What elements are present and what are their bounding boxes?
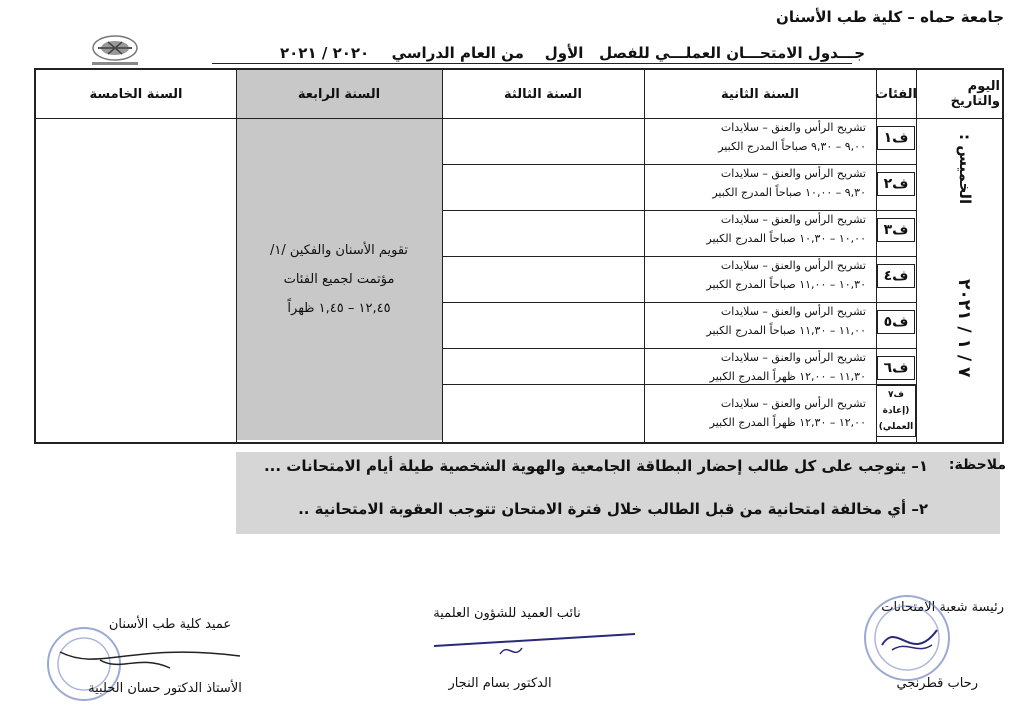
header-day-date: اليوم والتاريخ — [950, 79, 1000, 109]
day-name: الخميس : — [956, 133, 974, 205]
grid-line — [876, 70, 877, 442]
slot-subject: تشريح الرأس والعنق – سلايدات — [720, 259, 866, 272]
faculty-logo — [78, 30, 152, 70]
grid-line — [916, 70, 917, 442]
group-label: ف٧ (إعادة العملي) — [876, 385, 916, 437]
group-cell — [876, 256, 916, 296]
note-item: ٢– أي مخالفة امتحانية من قبل الطالب خلال فترة الامتحان تتوجب العقوبة الامتحانية .. — [298, 500, 928, 518]
year4-exam-cell — [236, 118, 442, 440]
group-cell — [876, 118, 916, 158]
header-year4: السنة الرابعة — [236, 70, 442, 118]
year2-slot — [644, 164, 876, 206]
grid-line — [442, 256, 916, 257]
signature-left-title: عميد كلية طب الأسنان — [108, 617, 232, 632]
year4-exam-name: تقويم الأسنان والفكين /١/ — [269, 242, 409, 258]
grid-line — [442, 348, 916, 349]
signature-left-name: الأستاذ الدكتور حسان الحلبية — [88, 681, 242, 696]
dean-stamp — [40, 612, 250, 716]
year4-exam-mode: مؤتمت لجميع الفئات — [283, 271, 395, 287]
year2-slot — [644, 118, 876, 160]
signature-middle-title: نائب العميد للشؤون العلمية — [433, 606, 581, 621]
group-label: ف٦ — [877, 356, 916, 380]
slot-time: ١٠,٠٠ – ١٠,٣٠ صباحاً المدرج الكبير — [706, 232, 866, 245]
signature-right-title: رئيسة شعبة الامتحانات — [881, 600, 1004, 615]
year4-exam-time: ١٢,٤٥ – ١,٤٥ ظهراً — [287, 300, 391, 316]
group-cell — [876, 348, 916, 388]
grid-line — [442, 302, 916, 303]
title-semester: الأول — [544, 44, 584, 62]
exam-office-stamp — [852, 590, 962, 694]
group-cell — [876, 302, 916, 342]
slot-subject: تشريح الرأس والعنق – سلايدات — [720, 213, 866, 226]
year2-slot — [644, 210, 876, 252]
group-label: ف٤ — [877, 264, 916, 288]
group-label: ف٣ — [877, 218, 916, 242]
grid-line — [36, 118, 1002, 119]
slot-time: ١٠,٣٠ – ١١,٠٠ صباحاً المدرج الكبير — [706, 278, 866, 291]
year2-slot — [644, 394, 876, 436]
grid-line — [442, 164, 916, 165]
academic-years: ٢٠٢٠ / ٢٠٢١ — [280, 44, 370, 62]
slot-time: ١٢,٠٠ – ١٢,٣٠ ظهراً المدرج الكبير — [709, 416, 866, 429]
grid-line — [644, 70, 645, 442]
header-year2: السنة الثانية — [721, 86, 799, 102]
vice-dean-signature — [430, 626, 640, 670]
day-date-cell — [916, 118, 1000, 440]
title-underline — [212, 63, 852, 64]
title-main: جـــدول الامتحـــان العملـــي للفصل — [599, 44, 865, 62]
header-year5: السنة الخامسة — [89, 86, 183, 102]
slot-time: ١١,٣٠ – ١٢,٠٠ ظهراً المدرج الكبير — [709, 370, 866, 383]
header-groups: الفئات — [875, 86, 917, 102]
grid-line — [442, 210, 916, 211]
year2-slot — [644, 302, 876, 344]
slot-subject: تشريح الرأس والعنق – سلايدات — [720, 167, 866, 180]
notes-label: ملاحظة: — [948, 457, 1006, 473]
signature-right-name: رحاب قطرنجي — [896, 676, 978, 691]
group-label: ف٢ — [877, 172, 916, 196]
group-cell — [876, 164, 916, 204]
signature-middle-name: الدكتور بسام النجار — [448, 676, 552, 691]
title-from: من العام الدراسي — [391, 44, 524, 62]
grid-line — [442, 384, 916, 385]
slot-time: ١١,٠٠ – ١١,٣٠ صباحاً المدرج الكبير — [706, 324, 866, 337]
group-cell — [876, 210, 916, 250]
exam-date: ٧ / ١ / ٢٠٢١ — [954, 278, 974, 378]
group-label: ف٥ — [877, 310, 916, 334]
university-name: جامعة حماه – كلية طب الأسنان — [776, 8, 1004, 26]
group-label: ف١ — [877, 126, 916, 150]
note-item: ١– يتوجب على كل طالب إحضار البطاقة الجامعية والهوية الشخصية طيلة أيام الامتحانات ... — [263, 457, 928, 475]
slot-time: ٩,٠٠ – ٩,٣٠ صباحاً المدرج الكبير — [718, 140, 866, 153]
exam-schedule-table — [34, 68, 1004, 444]
header-year3: السنة الثالثة — [504, 86, 582, 102]
slot-subject: تشريح الرأس والعنق – سلايدات — [720, 121, 866, 134]
grid-line — [442, 70, 443, 442]
slot-subject: تشريح الرأس والعنق – سلايدات — [720, 351, 866, 364]
slot-time: ٩,٣٠ – ١٠,٠٠ صباحاً المدرج الكبير — [712, 186, 866, 199]
slot-subject: تشريح الرأس والعنق – سلايدات — [720, 305, 866, 318]
slot-subject: تشريح الرأس والعنق – سلايدات — [720, 397, 866, 410]
grid-line — [236, 70, 237, 442]
group-cell-retake — [878, 386, 914, 436]
year2-slot — [644, 256, 876, 298]
page-title — [391, 44, 865, 62]
